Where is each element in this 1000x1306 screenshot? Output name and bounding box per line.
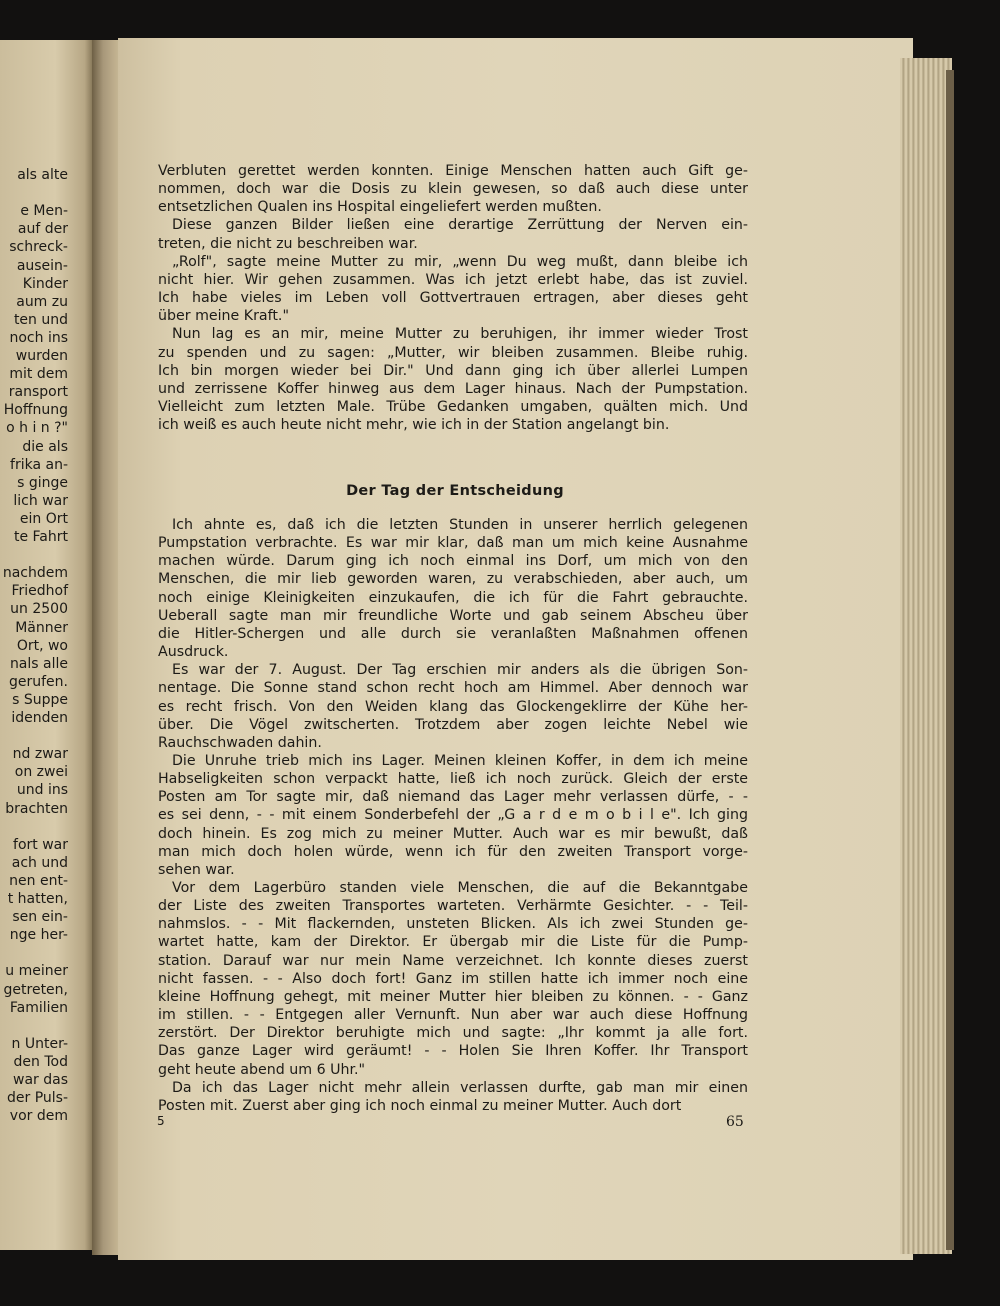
left-page-line: als alte — [17, 167, 68, 183]
left-page-line: nachdem — [2, 565, 68, 582]
left-page-line: Männer — [15, 619, 68, 636]
left-page-line: auf der — [17, 221, 68, 238]
page-edges-shadow — [946, 70, 954, 1250]
left-page-line: Friedhof — [11, 583, 68, 600]
text-line: über meine Kraft." — [158, 308, 289, 325]
left-page-line: und ins — [16, 782, 68, 799]
left-page-line: der Puls- — [6, 1090, 68, 1107]
text-line: wartet hatte, kam der Direktor. Er übergab mir die Liste für die Pump- — [158, 934, 748, 951]
left-page-line: frika an- — [10, 456, 68, 473]
text-line: station. Darauf war nur mein Name verzeichnet. Ich konnte dieses zuerst — [158, 952, 748, 969]
text-line: treten, die nicht zu beschreiben war. — [158, 235, 418, 252]
left-page-line: un 2500 — [10, 601, 68, 618]
text-line: Habseligkeiten schon verpackt hatte, ließ ich noch zurück. Gleich der erste — [158, 771, 748, 788]
left-page-line: nd zwar — [12, 746, 68, 763]
left-page — [0, 40, 92, 1250]
left-page-line: s ginge — [17, 474, 68, 491]
text-line: Die Unruhe trieb mich ins Lager. Meinen kleinen Koffer, in dem ich meine — [172, 752, 748, 769]
book-gutter — [92, 40, 120, 1255]
left-page-line: getreten, — [3, 981, 68, 998]
text-line: die Hitler-Schergen und alle durch sie veranlaßten Maßnahmen offenen — [158, 625, 748, 642]
text-line: Menschen, die mir lieb geworden waren, zu verabschieden, aber auch, um — [158, 571, 748, 588]
left-page-line: aum zu — [16, 293, 68, 310]
left-page-line: idenden — [11, 710, 68, 726]
text-line: sehen war. — [158, 861, 235, 878]
left-page-line: schreck- — [9, 239, 68, 256]
text-line: Vielleicht zum letzten Male. Trübe Gedanken umgaben, quälten mich. Und — [158, 398, 748, 415]
page-number: 65 — [726, 1114, 744, 1130]
left-page-line: u meiner — [5, 963, 68, 980]
left-page-line: Kinder — [22, 275, 68, 292]
text-line: über. Die Vögel zwitscherten. Trotzdem aber zogen leichte Nebel wie — [158, 716, 748, 733]
text-line: „Rolf", sagte meine Mutter zu mir, „wenn Du weg mußt, dann bleibe ich — [172, 253, 748, 270]
text-line: nicht fassen. - - Also doch fort! Ganz im stillen hatte ich immer noch eine — [158, 970, 748, 987]
text-line: Ausdruck. — [158, 644, 229, 661]
text-line: machen würde. Darum ging ich noch einmal ins Dorf, um mich von den — [158, 553, 748, 570]
text-line: es sei denn, - - mit einem Sonderbefehl der „G a r d e m o b i l e". Ich ging — [158, 807, 748, 824]
text-line: man mich doch holen würde, wenn ich für den zweiten Transport vorge- — [158, 843, 748, 860]
text-line: der Liste des zweiten Transportes warteten. Verhärmte Gesichter. - - Teil- — [158, 898, 748, 915]
text-line: nommen, doch war die Dosis zu klein gewesen, so daß auch diese unter — [158, 181, 748, 198]
text-line: nahmslos. - - Mit flackernden, unsteten Blicken. Als ich zwei Stunden ge- — [158, 916, 748, 933]
left-page-line: noch ins — [9, 329, 68, 346]
text-line: es recht frisch. Von den Weiden klang das Glockengeklirre der Kühe her- — [158, 698, 748, 715]
left-page-line: te Fahrt — [13, 529, 68, 545]
text-line: geht heute abend um 6 Uhr." — [158, 1061, 366, 1078]
text-line: zu spenden und zu sagen: „Mutter, wir bleiben zusammen. Bleibe ruhig. — [158, 344, 748, 361]
left-page-line: Familien — [9, 999, 68, 1016]
left-page-line: wurden — [15, 348, 68, 364]
text-line: Rauchschwaden dahin. — [158, 734, 322, 751]
left-page-line: on zwei — [14, 764, 68, 781]
text-line: nentage. Die Sonne stand schon recht hoch am Himmel. Aber dennoch war — [158, 680, 748, 697]
left-page-line: t hatten, — [7, 891, 68, 907]
left-page-line: lich war — [13, 492, 68, 509]
page-edges — [900, 58, 952, 1254]
text-line: Pumpstation verbrachte. Es war mir klar, daß man um mich keine Ausnahme — [158, 535, 748, 552]
text-line: Ueberall sagte man mir freundliche Worte und gab seinem Abscheu über — [158, 607, 748, 624]
section-heading: Der Tag der Entscheidung — [346, 483, 564, 499]
signature-mark: 5 — [157, 1114, 165, 1128]
left-page-line: o h i n ?" — [6, 420, 68, 437]
text-line: kleine Hoffnung gehegt, mit meiner Mutter hier bleiben zu können. - - Ganz — [158, 988, 748, 1005]
left-page-line: nge her- — [9, 927, 68, 944]
left-page-line: den Tod — [13, 1053, 68, 1070]
left-page-line: e Men- — [20, 203, 68, 220]
left-page-line: die als — [22, 438, 68, 455]
text-line: Nun lag es an mir, meine Mutter zu beruhigen, ihr immer wieder Trost — [172, 326, 748, 343]
text-line: Ich ahnte es, daß ich die letzten Stunden in unserer herrlich gelegenen — [172, 517, 748, 533]
text-line: Posten am Tor sagte mir, daß niemand das Lager mehr verlassen dürfe, - - — [158, 789, 748, 806]
text-line: Diese ganzen Bilder ließen eine derartige Zerrüttung der Nerven ein- — [172, 217, 748, 234]
text-line: ich weiß es auch heute nicht mehr, wie ich in der Station angelangt bin. — [158, 417, 670, 434]
left-page-line: Hoffnung — [3, 402, 68, 419]
text-line: entsetzlichen Qualen ins Hospital eingeliefert werden mußten. — [158, 199, 602, 216]
text-line: und zerrissene Koffer hinweg aus dem Lager hinaus. Nach der Pumpstation. — [158, 380, 748, 397]
left-page-line: ten und — [13, 311, 68, 328]
left-page-line: n Unter- — [11, 1035, 68, 1052]
left-page-line: s Suppe — [12, 691, 68, 708]
text-line: Ich bin morgen wieder bei Dir." Und dann ging ich über allerlei Lumpen — [158, 362, 748, 379]
left-page-line: ach und — [11, 854, 68, 871]
left-page-line: ransport — [8, 384, 68, 401]
left-page-line: sen ein- — [12, 909, 68, 926]
left-page-line: Ort, wo — [16, 637, 68, 654]
left-page-line: vor dem — [9, 1108, 68, 1125]
text-line: Posten mit. Zuerst aber ging ich noch einmal zu meiner Mutter. Auch dort — [158, 1097, 682, 1114]
left-page-line: nen ent- — [9, 872, 68, 889]
left-page-line: fort war — [13, 836, 68, 853]
text-line: Es war der 7. August. Der Tag erschien mir anders als die übrigen Son- — [172, 662, 748, 679]
text-line: Vor dem Lagerbüro standen viele Menschen, die auf die Bekanntgabe — [172, 880, 748, 896]
text-line: Das ganze Lager wird geräumt! - - Holen Sie Ihren Koffer. Ihr Transport — [158, 1043, 748, 1060]
text-line: nicht hier. Wir gehen zusammen. Was ich jetzt erlebt habe, das ist zuviel. — [158, 271, 748, 288]
left-page-line: mit dem — [9, 366, 68, 383]
left-page-line: ausein- — [16, 257, 68, 274]
left-page-line: ein Ort — [19, 510, 68, 527]
text-line: zerstört. Der Direktor beruhigte mich und sagte: „Ihr kommt ja alle fort. — [158, 1025, 748, 1042]
text-line: im stillen. - - Entgegen aller Vernunft. Nun aber war auch diese Hoffnung — [158, 1007, 748, 1024]
text-line: noch einige Kleinigkeiten einzukaufen, die ich für die Fahrt gebrauchte. — [158, 589, 748, 606]
text-line: doch hinein. Es zog mich zu meiner Mutter. Auch war es mir bewußt, daß — [158, 825, 748, 842]
text-line: Ich habe vieles im Leben voll Gottvertrauen ertragen, aber dieses geht — [158, 290, 748, 307]
left-page-line: nals alle — [9, 655, 68, 672]
text-line: Verbluten gerettet werden konnten. Einige Menschen hatten auch Gift ge- — [158, 163, 748, 179]
left-page-line: gerufen. — [9, 673, 68, 690]
left-page-line: war das — [13, 1072, 68, 1088]
left-page-line: brachten — [5, 800, 68, 817]
text-line: Da ich das Lager nicht mehr allein verlassen durfte, gab man mir einen — [172, 1079, 748, 1096]
